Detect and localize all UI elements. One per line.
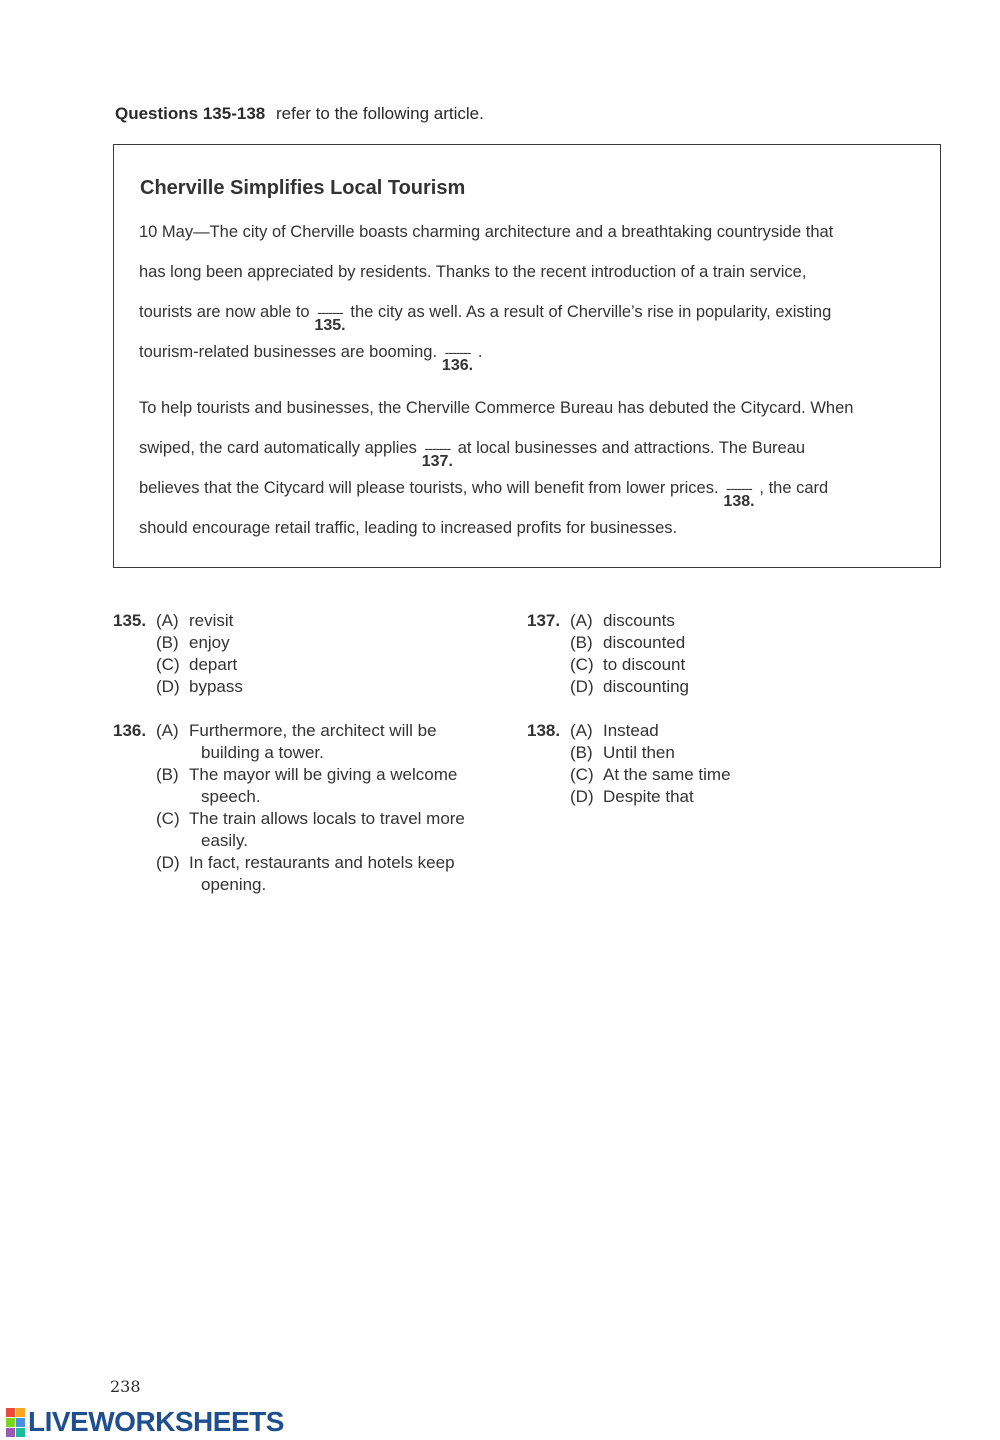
article-text: tourists are now able to	[139, 303, 310, 321]
article-line	[139, 479, 829, 510]
option-a[interactable]	[156, 721, 437, 741]
question-138	[527, 721, 887, 821]
question-136	[113, 721, 513, 901]
article-line: 10 May—The city of Cherville boasts charming architecture and a breathtaking countryside that	[139, 223, 834, 241]
logo-text: LIVEWORKSHEETS	[28, 1406, 284, 1437]
blank-number: 138.	[723, 493, 755, 510]
option-letter: (D)	[570, 677, 594, 696]
blank-136[interactable]	[441, 343, 474, 374]
option-d[interactable]	[156, 853, 455, 873]
logo-block	[16, 1428, 25, 1437]
blank-number: 136.	[441, 357, 474, 374]
article-text: tourism-related businesses are booming.	[139, 343, 438, 361]
logo-block	[16, 1408, 25, 1417]
option-text: Until then	[603, 743, 675, 762]
logo-block	[16, 1418, 25, 1427]
question-number: 136.	[113, 721, 147, 740]
questions-range: Questions 135-138	[115, 104, 266, 123]
article-text: the city as well. As a result of Cherville’s rise in popularity, existing	[350, 303, 832, 321]
option-text: enjoy	[189, 633, 230, 652]
option-b[interactable]	[156, 765, 457, 785]
article-title: Cherville Simplifies Local Tourism	[140, 177, 466, 199]
option-letter: (A)	[156, 721, 179, 740]
option-text: Furthermore, the architect will be	[189, 721, 437, 740]
page-number: 238	[110, 1377, 141, 1396]
blank-dashes: -------	[444, 344, 471, 360]
option-d[interactable]	[156, 677, 243, 697]
option-text: depart	[189, 655, 238, 674]
option-b[interactable]	[570, 743, 675, 763]
option-text: At the same time	[603, 765, 731, 784]
option-a-continued: building a tower.	[201, 743, 324, 762]
option-letter: (B)	[570, 743, 593, 762]
logo-block	[6, 1408, 15, 1417]
option-b-continued: speech.	[201, 787, 261, 806]
option-c-continued: easily.	[201, 831, 248, 850]
option-letter: (A)	[570, 721, 593, 740]
option-text: Despite that	[603, 787, 694, 806]
option-letter: (D)	[570, 787, 594, 806]
intro-text: refer to the following article.	[275, 104, 484, 123]
blank-138[interactable]	[723, 479, 755, 510]
question-number: 137.	[527, 611, 561, 630]
option-letter: (D)	[156, 853, 180, 872]
option-letter: (A)	[156, 611, 179, 630]
option-b[interactable]	[156, 633, 230, 653]
blank-number: 137.	[421, 453, 453, 470]
option-text: The train allows locals to travel more	[189, 809, 465, 828]
blank-137[interactable]	[421, 439, 453, 470]
article-text: , the card	[759, 479, 829, 497]
article-line	[139, 343, 483, 374]
option-letter: (C)	[570, 655, 594, 674]
blank-number: 135.	[314, 317, 346, 334]
article-line: should encourage retail traffic, leading to increased profits for businesses.	[139, 519, 678, 537]
question-number: 135.	[113, 611, 147, 630]
option-c[interactable]	[156, 655, 237, 675]
option-letter: (C)	[570, 765, 594, 784]
question-135	[113, 611, 473, 711]
option-c[interactable]	[570, 655, 685, 675]
logo-block	[6, 1418, 15, 1427]
logo-block	[6, 1428, 15, 1437]
article-line: To help tourists and businesses, the Cherville Commerce Bureau has debuted the Citycard. When	[139, 399, 854, 417]
option-letter: (B)	[156, 633, 179, 652]
questions-intro	[115, 104, 484, 124]
article-text: .	[477, 343, 483, 361]
option-letter: (B)	[570, 633, 593, 652]
article-text: believes that the Citycard will please tourists, who will benefit from lower prices.	[139, 479, 719, 497]
option-a[interactable]	[570, 721, 659, 741]
question-number: 138.	[527, 721, 561, 740]
option-letter: (C)	[156, 655, 180, 674]
option-letter: (B)	[156, 765, 179, 784]
option-a[interactable]	[156, 611, 233, 631]
article-line	[139, 303, 832, 334]
blank-dashes: -------	[317, 304, 343, 320]
option-text: Instead	[603, 721, 659, 740]
option-letter: (C)	[156, 809, 180, 828]
option-text: bypass	[189, 677, 243, 696]
article-line	[139, 439, 806, 470]
option-text: The mayor will be giving a welcome	[189, 765, 458, 784]
blank-dashes: -------	[424, 440, 451, 456]
option-d-continued: opening.	[201, 875, 267, 894]
article-box	[113, 144, 941, 568]
option-text: discounted	[603, 633, 686, 652]
question-137	[527, 611, 887, 711]
option-c[interactable]	[156, 809, 465, 829]
option-b[interactable]	[570, 633, 685, 653]
option-c[interactable]	[570, 765, 731, 785]
option-d[interactable]	[570, 787, 694, 807]
option-text: In fact, restaurants and hotels keep	[189, 853, 455, 872]
logo-mark-icon	[6, 1408, 25, 1437]
blank-dashes: -------	[726, 480, 752, 496]
article-line: has long been appreciated by residents. Thanks to the recent introduction of a train service,	[139, 263, 807, 281]
option-text: revisit	[189, 611, 234, 630]
article-text: at local businesses and attractions. The Bureau	[457, 439, 806, 457]
option-a[interactable]	[570, 611, 675, 631]
option-letter: (A)	[570, 611, 593, 630]
option-letter: (D)	[156, 677, 180, 696]
option-text: discounting	[603, 677, 690, 696]
option-text: discounts	[603, 611, 675, 630]
article-text: swiped, the card automatically applies	[139, 439, 417, 457]
option-text: to discount	[603, 655, 686, 674]
liveworksheets-logo[interactable]	[6, 1406, 284, 1438]
option-d[interactable]	[570, 677, 689, 697]
blank-135[interactable]	[314, 303, 346, 334]
